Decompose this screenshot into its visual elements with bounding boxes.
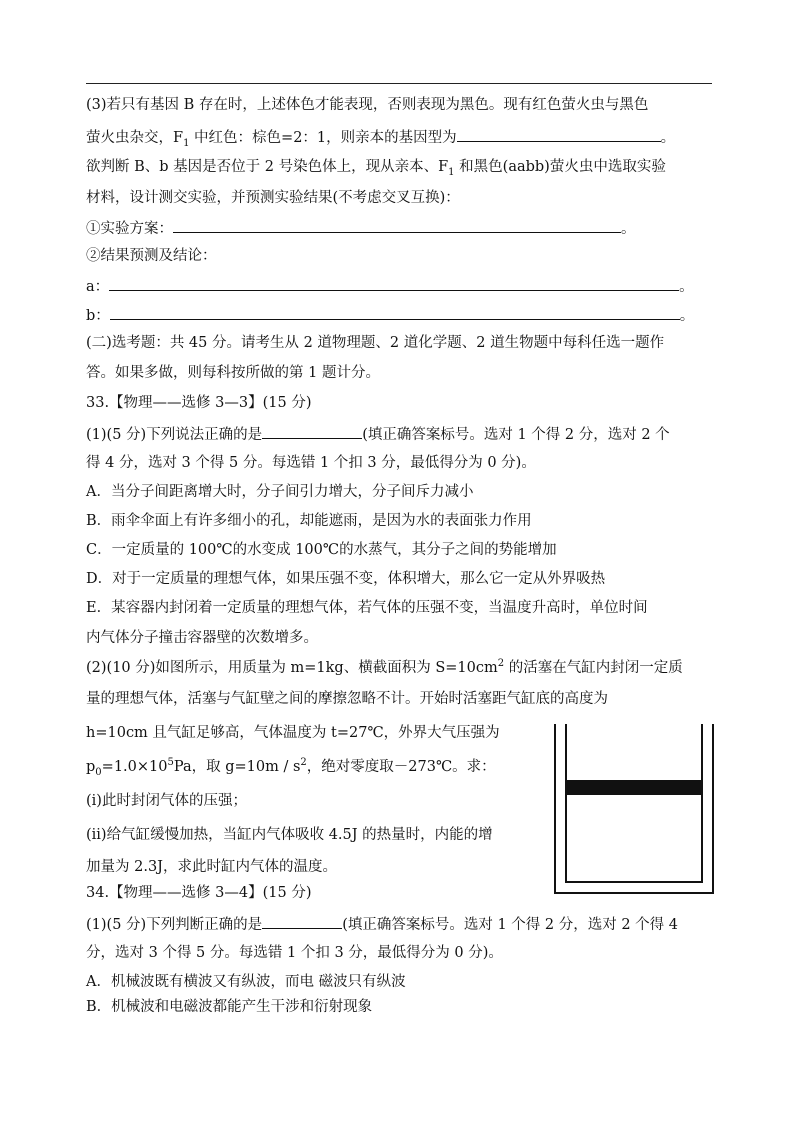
- result-a-line: a： 。: [86, 274, 694, 296]
- q3-line-1: (3)若只有基因 B 存在时，上述体色才能表现，否则表现为黑色。现有红色萤火虫与黑色: [86, 97, 649, 113]
- q33-part2-line-2: 量的理想气体，活塞与气缸壁之间的摩擦忽略不计。开始时活塞距气缸底的高度为: [86, 691, 608, 707]
- genotype-answer-blank[interactable]: [457, 125, 661, 142]
- q33-option-a: A．当分子间距离增大时，分子间引力增大，分子间斥力减小: [86, 484, 474, 500]
- q34-part1-line-1: (1)(5 分)下列判断正确的是 (填正确答案标号。选对 1 个得 2 分，选对 2 个得 4: [86, 912, 678, 934]
- q34-part1-line-2: 分，选对 3 个得 5 分。每选错 1 个扣 3 分，最低得分为 0 分)。: [86, 945, 503, 961]
- q34-option-b: B．机械波和电磁波都能产生干涉和衍射现象: [86, 999, 373, 1015]
- piston: [566, 780, 702, 795]
- result-b-line: b： 。: [86, 303, 694, 325]
- q33-part1-answer-blank[interactable]: [262, 422, 362, 439]
- q33-part2-question-i: (i)此时封闭气体的压强；: [86, 793, 247, 809]
- q33-option-b: B．雨伞伞面上有许多细小的孔，却能遮雨，是因为水的表面张力作用: [86, 513, 532, 529]
- q3-line-2: 萤火虫杂交，$F_1$ 中红色：棕色=2：1，则亲本的基因型为 。: [86, 125, 675, 147]
- result-b-blank[interactable]: [110, 303, 680, 320]
- q33-option-d: D．对于一定质量的理想气体，如果压强不变，体积增大，那么它一定从外界吸热: [86, 571, 606, 587]
- q33-part1-line-1: (1)(5 分)下列说法正确的是 (填正确答案标号。选对 1 个得 2 分，选对 2 个: [86, 422, 670, 444]
- q33-option-e-line-2: 内气体分子撞击容器壁的次数增多。: [86, 630, 318, 646]
- q3-line-3: 欲判断 B、b 基因是否位于 2 号染色体上，现从亲本、$F_1$ 和黑色(aabb)萤火虫中选取实验: [86, 159, 666, 178]
- cylinder-outer-wall: [555, 724, 713, 893]
- cylinder-piston-figure: [552, 724, 716, 896]
- result-a-blank[interactable]: [109, 274, 679, 291]
- experiment-plan-line: ①实验方案： 。: [86, 216, 636, 238]
- q33-part2-question-ii-line-1: (ii)给气缸缓慢加热，当缸内气体吸收 4.5J 的热量时，内能的增: [86, 827, 493, 843]
- q34-title: 34.【物理——选修 3—4】(15 分): [86, 885, 312, 901]
- q33-part1-line-2: 得 4 分，选对 3 个得 5 分。每选错 1 个扣 3 分，最低得分为 0 分)。: [86, 455, 536, 471]
- experiment-plan-blank[interactable]: [173, 216, 621, 233]
- header-rule: [86, 83, 712, 84]
- q33-part2-line-1: (2)(10 分)如图所示，用质量为 m=1kg、横截面积为 $S=10cm^2$ 的活塞在气缸内封闭一定质: [86, 658, 683, 676]
- q3-line-4: 材料，设计测交实验，并预测实验结果(不考虑交叉互换)：: [86, 190, 460, 206]
- section2-line-2: 答。如果多做，则每科按所做的第 1 题计分。: [86, 365, 380, 381]
- q34-part1-answer-blank[interactable]: [262, 912, 342, 929]
- q33-part2-line-3: h=10cm 且气缸足够高，气体温度为 t=27℃，外界大气压强为: [86, 725, 500, 741]
- q33-option-c: C．一定质量的 100℃的水变成 100℃的水蒸气，其分子之间的势能增加: [86, 542, 557, 558]
- section2-line-1: (二)选考题：共 45 分。请考生从 2 道物理题、2 道化学题、2 道生物题中每科任选一题作: [86, 335, 665, 351]
- q33-title: 33.【物理——选修 3—3】(15 分): [86, 395, 312, 411]
- prediction-heading: ②结果预测及结论：: [86, 248, 217, 264]
- q33-part2-question-ii-line-2: 加量为 2.3J，求此时缸内气体的温度。: [86, 859, 337, 875]
- q33-part2-line-4: $p_0=1.0\times 10^5Pa$，取 $g=10m / s^2$，绝对零度取－273℃。求：: [86, 757, 496, 778]
- q33-option-e-line-1: E．某容器内封闭着一定质量的理想气体，若气体的压强不变，当温度升高时，单位时间: [86, 600, 648, 616]
- cylinder-inner-wall: [566, 724, 702, 882]
- q34-option-a: A．机械波既有横波又有纵波，而电 磁波只有纵波: [86, 974, 406, 990]
